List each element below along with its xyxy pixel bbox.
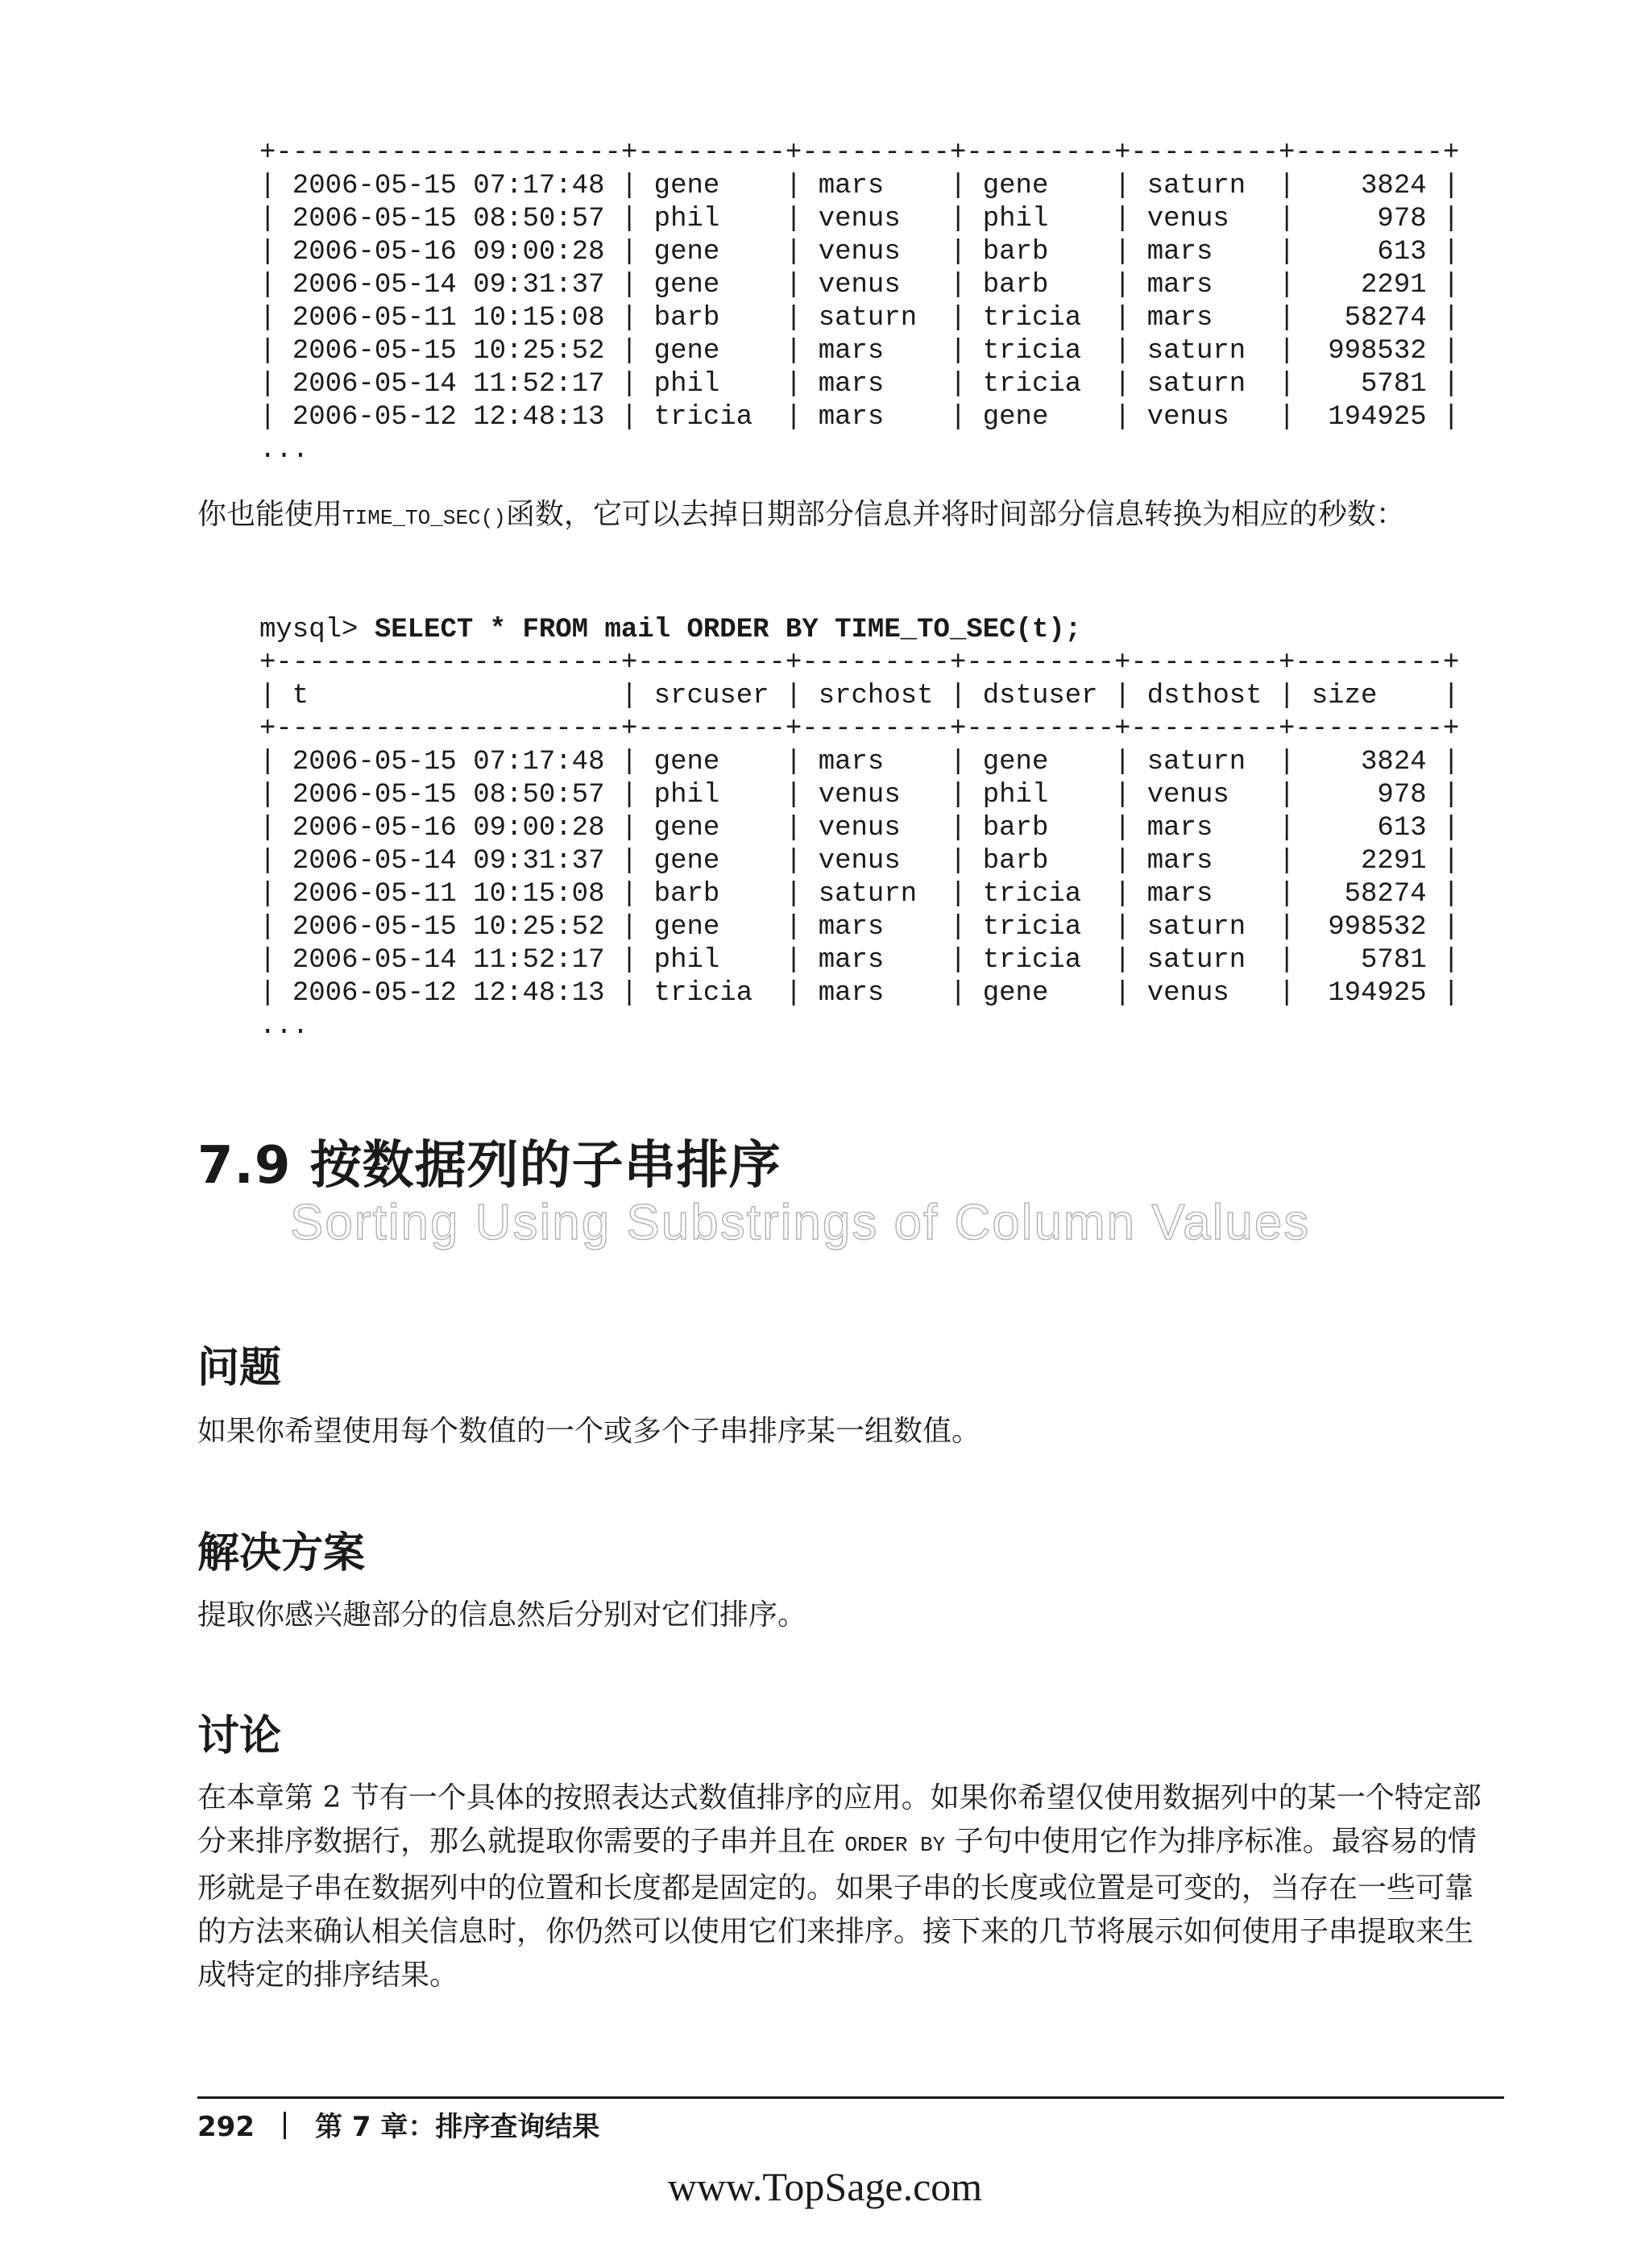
table-row: | 2006-05-14 09:31:37 | gene | venus | barb | mars | 2291 | — [259, 846, 1460, 877]
table-border: +---------------------+---------+---------+---------+---------+---------+ — [259, 648, 1460, 678]
table-row: | 2006-05-16 09:00:28 | gene | venus | barb | mars | 613 | — [259, 813, 1460, 844]
discussion-heading: 讨论 — [197, 1712, 282, 1760]
table-border: +---------------------+---------+---------+---------+---------+---------+ — [259, 138, 1460, 168]
sql-query — [259, 614, 1459, 647]
table-ellipsis: ... — [259, 1011, 309, 1042]
table-row: | 2006-05-11 10:15:08 | barb | saturn | tricia | mars | 58274 | — [259, 879, 1460, 910]
table-row: | 2006-05-15 10:25:52 | gene | mars | tricia | saturn | 998532 | — [259, 336, 1460, 367]
inline-code: ORDER BY — [844, 1833, 946, 1857]
table-row: | 2006-05-15 08:50:57 | phil | venus | phil | venus | 978 | — [259, 780, 1460, 811]
paragraph-text: 在本章第 2 节有一个具体的按照表达式数值排序的应用。如果你希望仅使用数据列中的某一个特定部分来排序数据行，那么就提取你需要的子串并且在 — [197, 1781, 1482, 1858]
page-footer — [197, 2104, 599, 2144]
table-row: | 2006-05-15 07:17:48 | gene | mars | gene | saturn | 3824 | — [259, 171, 1460, 201]
table-row: | 2006-05-12 12:48:13 | tricia | mars | gene | venus | 194925 | — [259, 978, 1460, 1009]
table-ellipsis: ... — [259, 435, 309, 466]
table-row: | 2006-05-15 10:25:52 | gene | mars | tricia | saturn | 998532 | — [259, 912, 1460, 943]
chapter-title: 第 7 章：排序查询结果 — [314, 2111, 600, 2143]
problem-heading: 问题 — [197, 1344, 282, 1392]
table-border: +---------------------+---------+---------+---------+---------+---------+ — [259, 714, 1460, 744]
footer-divider — [197, 2096, 1504, 2099]
solution-text: 提取你感兴趣部分的信息然后分别对它们排序。 — [197, 1598, 807, 1632]
table-row: | 2006-05-15 08:50:57 | phil | venus | phil | venus | 978 | — [259, 204, 1460, 234]
page-number: 292 — [197, 2111, 255, 2143]
solution-heading: 解决方案 — [197, 1529, 366, 1578]
footer-separator — [284, 2112, 286, 2139]
section-subtitle: Sorting Using Substrings of Column Values — [290, 1195, 1311, 1250]
table-row: | 2006-05-14 11:52:17 | phil | mars | tricia | saturn | 5781 | — [259, 945, 1460, 976]
problem-text: 如果你希望使用每个数值的一个或多个子串排序某一组数值。 — [197, 1415, 981, 1448]
paragraph-text: 函数，它可以去掉日期部分信息并将时间部分信息转换为相应的秒数： — [505, 498, 1405, 531]
paragraph-time-to-sec — [197, 493, 1486, 540]
table-row: | 2006-05-12 12:48:13 | tricia | mars | gene | venus | 194925 | — [259, 402, 1460, 433]
table-row: | 2006-05-16 09:00:28 | gene | venus | barb | mars | 613 | — [259, 237, 1460, 267]
table-header: | t | srcuser | srchost | dstuser | dsthost | size | — [259, 681, 1460, 711]
paragraph-text: 你也能使用 — [197, 498, 343, 531]
section-title: 7.9 按数据列的子串排序 — [197, 1136, 781, 1196]
result-table-1 — [259, 137, 1459, 467]
table-row: | 2006-05-14 09:31:37 | gene | venus | barb | mars | 2291 | — [259, 270, 1460, 301]
inline-code: TIME_TO_SEC() — [342, 506, 506, 530]
table-row: | 2006-05-11 10:15:08 | barb | saturn | tricia | mars | 58274 | — [259, 303, 1460, 334]
discussion-text — [197, 1777, 1486, 1997]
sql-command: SELECT * FROM mail ORDER BY TIME_TO_SEC(t); — [374, 615, 1082, 645]
sql-prompt: mysql> — [259, 615, 375, 645]
website-watermark: www.TopSage.com — [667, 2164, 983, 2209]
query-block — [259, 614, 1459, 1043]
table-row: | 2006-05-14 11:52:17 | phil | mars | tricia | saturn | 5781 | — [259, 369, 1460, 400]
table-row: | 2006-05-15 07:17:48 | gene | mars | gene | saturn | 3824 | — [259, 747, 1460, 777]
paragraph-text: 子句中使用它作为排序标准。最容易的情形就是子串在数据列中的位置和长度都是固定的。如果子串的长度或位置是可变的，当存在一些可靠的方法来确认相关信息时，你仍然可以使用它们来排序。接下来的几节将展示如何使用子串提取来生成特定的排序结果。 — [197, 1825, 1477, 1992]
